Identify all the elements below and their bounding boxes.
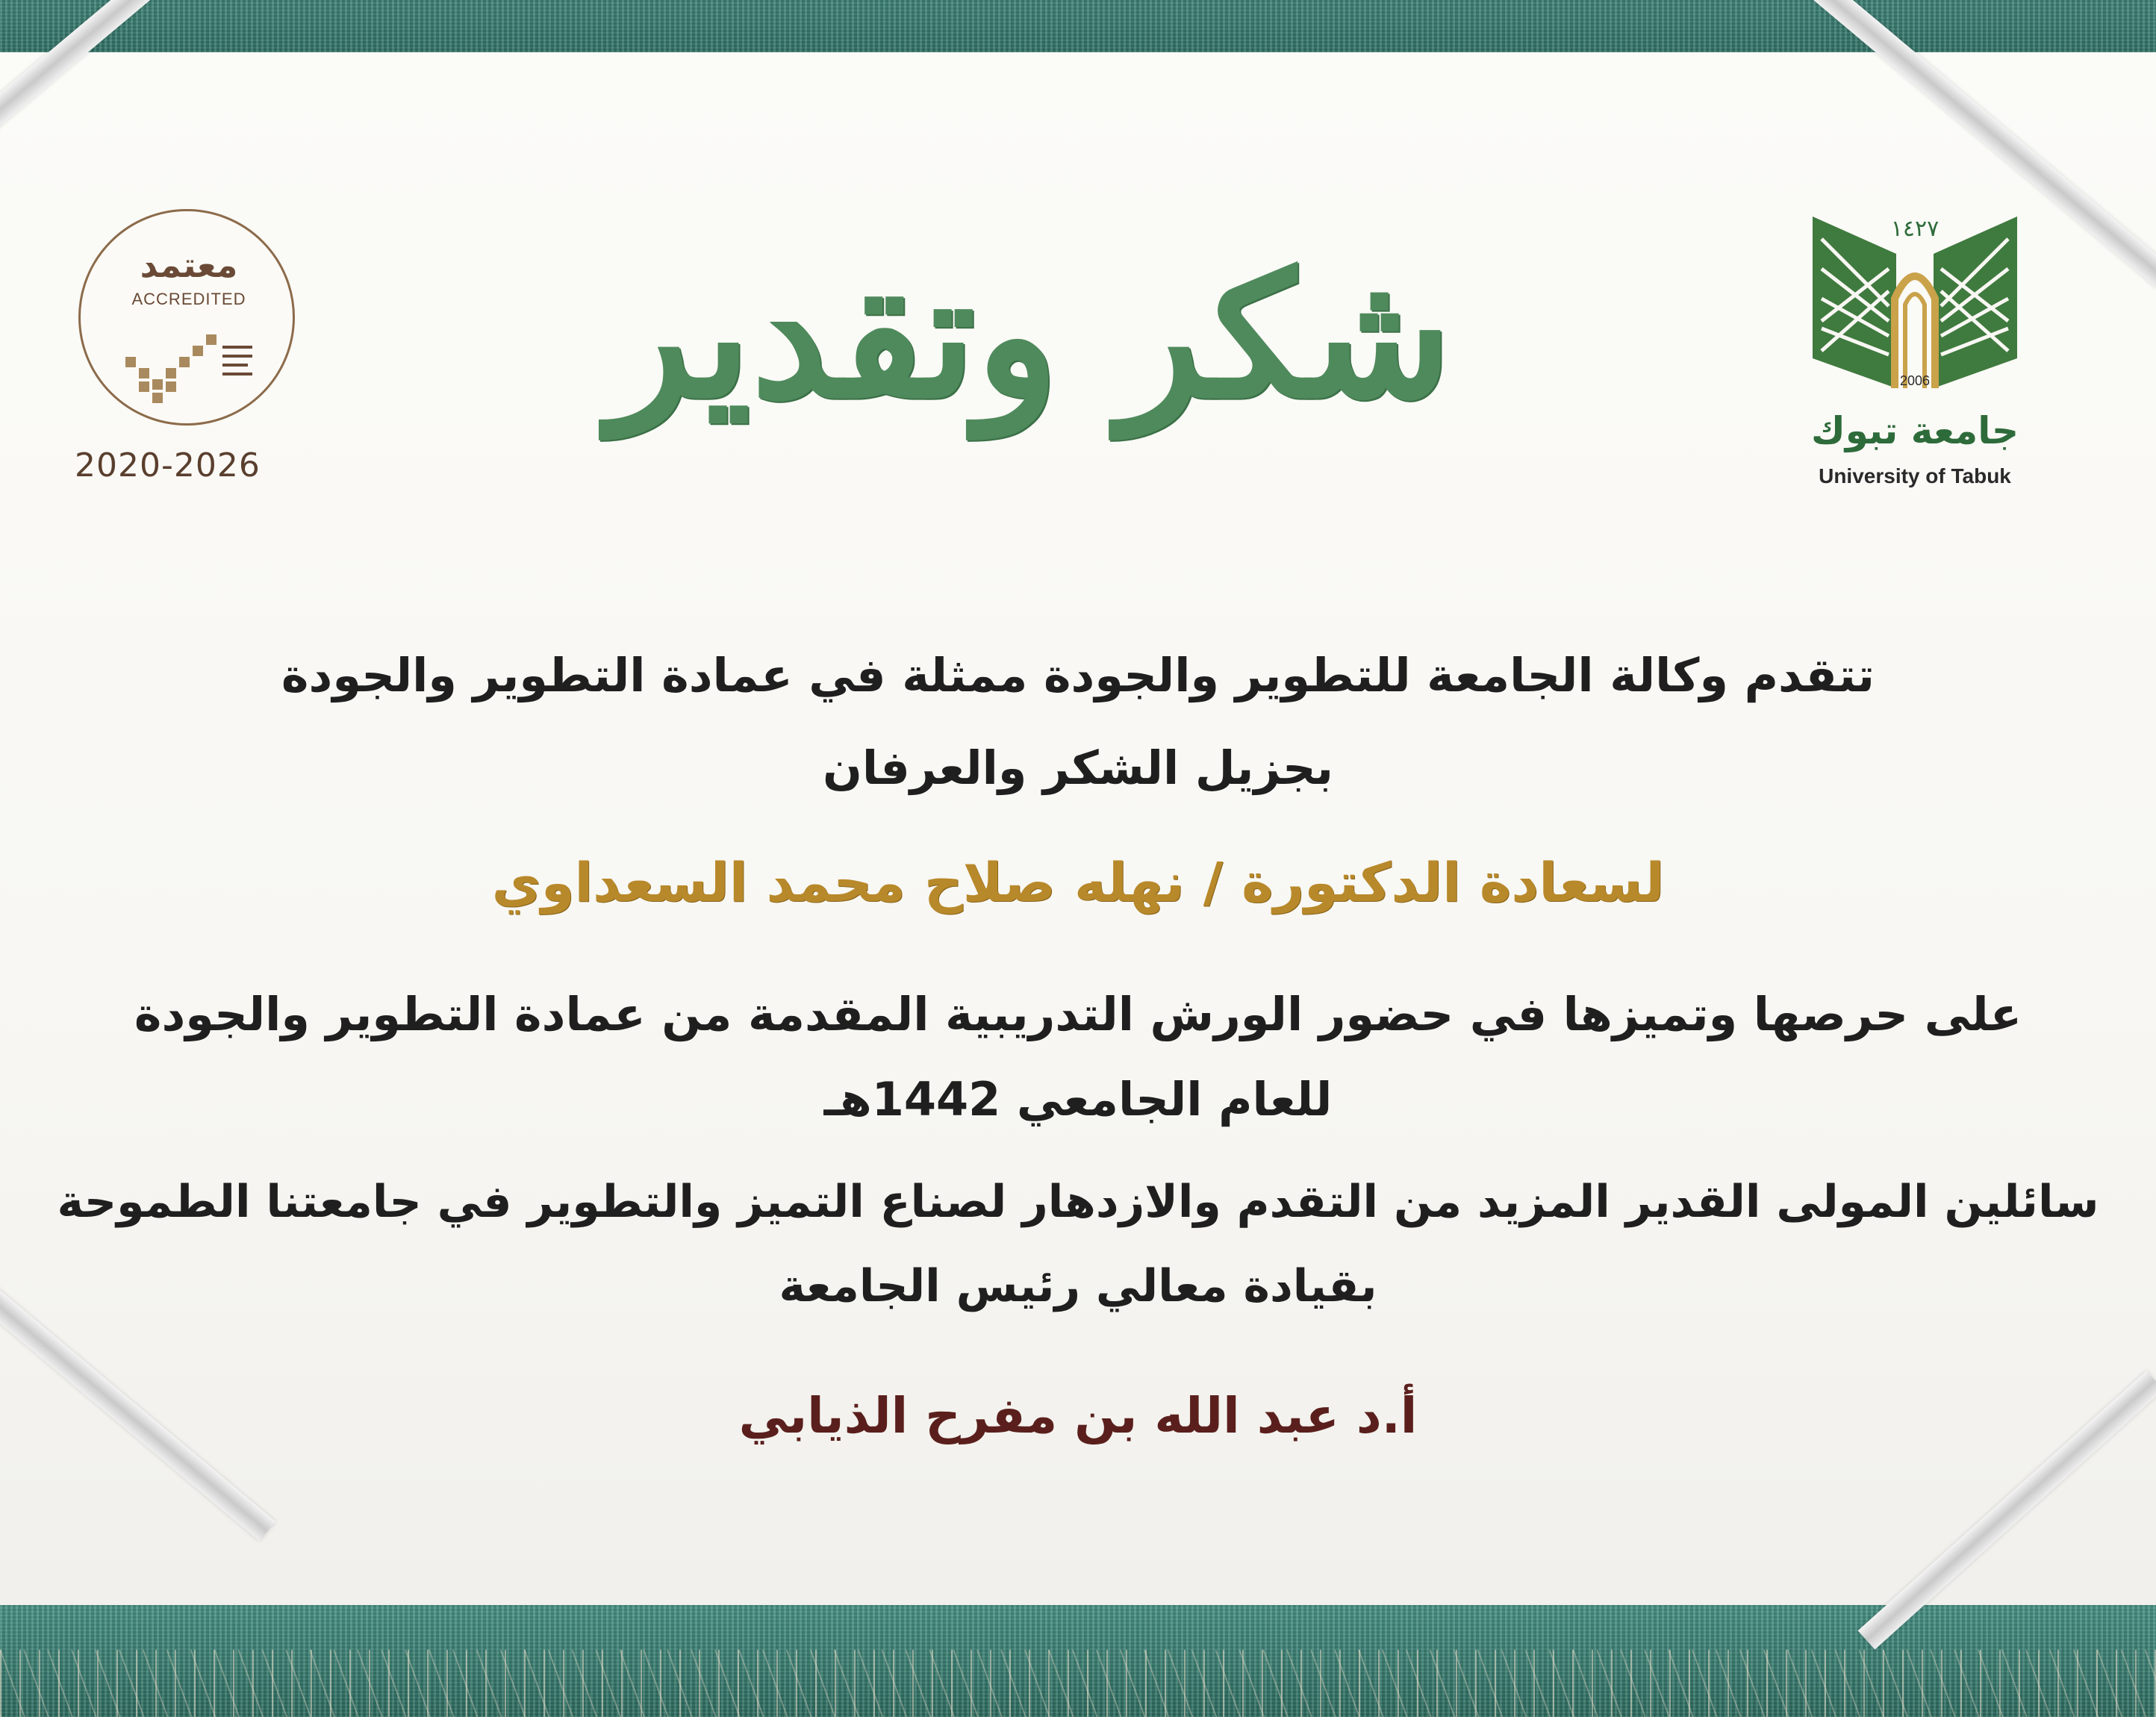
- body-line-1: تتقدم وكالة الجامعة للتطوير والجودة ممثلة في عمادة التطوير والجودة: [281, 648, 1875, 702]
- accreditation-check-icon: [118, 316, 260, 405]
- body-line-5: للعام الجامعي 1442هـ: [823, 1072, 1333, 1127]
- seal-english-label: ACCREDITED: [131, 290, 246, 308]
- logo-hijri-year: ١٤٢٧: [1890, 216, 1940, 242]
- university-name-arabic: جامعة تبوك: [1810, 409, 2019, 452]
- body-line-4: على حرصها وتميزها في حضور الورش التدريبية المقدمة من عمادة التطوير والجودة: [134, 987, 2022, 1041]
- recipient-name: لسعادة الدكتورة / نهله صلاح محمد السعداوي: [491, 851, 1665, 914]
- body-line-2: بجزيل الشكر والعرفان: [823, 741, 1333, 795]
- body-line-7: بقيادة معالي رئيس الجامعة: [779, 1260, 1377, 1312]
- frame-fringe: [0, 1650, 2156, 1717]
- certificate-title: شكر وتقدير: [608, 235, 1452, 437]
- university-name-english: University of Tabuk: [1819, 464, 2011, 487]
- university-logo-icon: [1807, 209, 2023, 388]
- seal-arabic-label: معتمد: [140, 245, 238, 285]
- accreditation-seal: [78, 209, 295, 426]
- logo-gregorian-year: 2006: [1899, 373, 1931, 388]
- body-line-6: سائلين المولى القدير المزيد من التقدم والازدهار لصناع التميز والتطوير في جامعتنا الطموحة: [57, 1176, 2099, 1228]
- seal-years: 2020-2026: [75, 446, 261, 484]
- signer-name: أ.د عبد الله بن مفرح الذيابي: [738, 1387, 1418, 1445]
